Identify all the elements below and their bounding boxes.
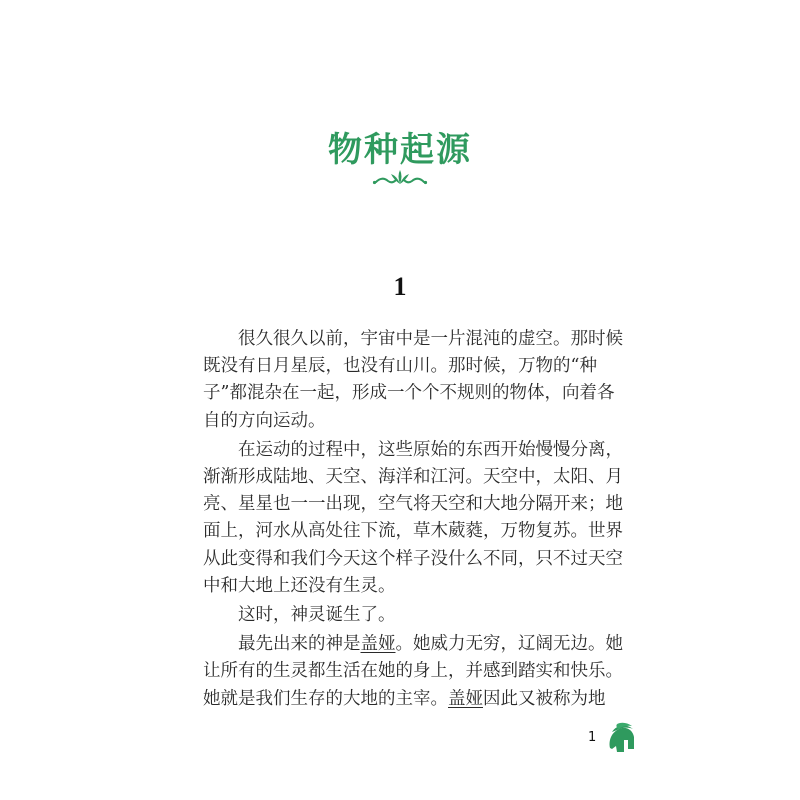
text-line: 自的方向运动。 [203, 410, 326, 431]
text-line: 面上，河水从高处往下流，草木葳蕤，万物复苏。世界 [203, 521, 623, 542]
text-line: 让所有的生灵都生活在她的身上，并感到踏实和快乐。 [203, 661, 623, 682]
text-run: 因此又被称为地 [483, 688, 606, 709]
text-line: 这时，神灵诞生了。 [238, 605, 396, 626]
paragraph-3 [203, 602, 599, 629]
text-line: 既没有日月星辰，也没有山川。那时候，万物的“种 [203, 356, 597, 377]
text-line: 亮、星星也一一出现，空气将天空和大地分隔开来；地 [203, 494, 623, 515]
text-run: 她就是我们生存的大地的主宰。 [203, 688, 448, 709]
paragraph-1 [203, 326, 623, 435]
text-line: 从此变得和我们今天这个样子没什么不同，只不过天空 [203, 548, 623, 569]
paragraph-4 [203, 631, 623, 713]
page-number: 1 [588, 730, 597, 745]
paragraph-2 [203, 437, 623, 600]
spartan-helmet-icon [604, 722, 638, 756]
text-line: 渐渐形成陆地、天空、海洋和江河。天空中，太阳、月 [203, 467, 623, 488]
section-number: 1 [393, 272, 407, 301]
text-line [203, 631, 623, 658]
text-line: 中和大地上还没有生灵。 [203, 575, 396, 596]
text-run: 最先出来的神是 [238, 634, 361, 655]
proper-name-gaia: 盖娅 [360, 634, 396, 655]
proper-name-gaia: 盖娅 [448, 688, 483, 709]
text-run: 。她威力无穷，辽阔无边。她 [395, 634, 623, 655]
text-line: 很久很久以前，宇宙中是一片混沌的虚空。那时候 [238, 329, 623, 349]
chapter-title: 物种起源 [328, 130, 472, 170]
text-line: 在运动的过程中，这些原始的东西开始慢慢分离， [238, 439, 623, 460]
text-line: 子”都混杂在一起，形成一个个不规则的物体，向着各 [203, 383, 615, 404]
body-text [203, 326, 623, 713]
text-line [203, 686, 606, 713]
leaf-ornament-icon [372, 168, 428, 188]
